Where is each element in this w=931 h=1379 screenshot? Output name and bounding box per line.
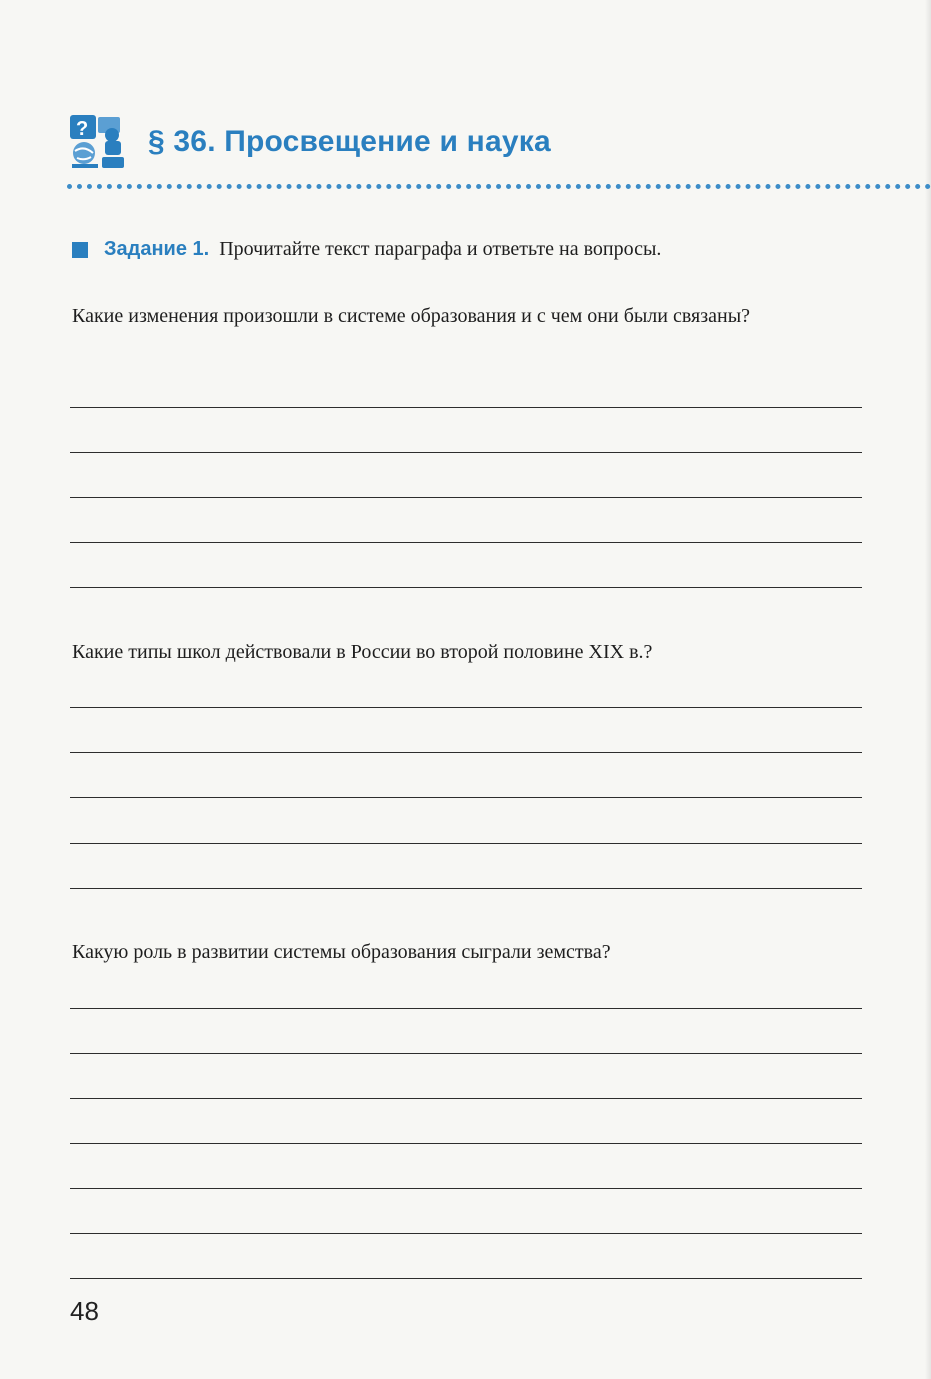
task-text: Прочитайте текст параграфа и ответьте на вопросы. — [219, 238, 662, 260]
question-3: Какую роль в развитии системы образования сыграли земства? — [72, 941, 611, 963]
answer-line[interactable] — [70, 1053, 862, 1054]
question-1: Какие изменения произошли в системе образования и с чем они были связаны? — [72, 305, 751, 327]
dotted-divider — [67, 184, 931, 189]
answer-line[interactable] — [70, 888, 862, 889]
page-number: 48 — [70, 1296, 99, 1326]
question-2: Какие типы школ действовали в России во второй половине XIX в.? — [72, 641, 653, 663]
task-label: Задание 1. — [104, 238, 210, 260]
answer-line[interactable] — [70, 497, 862, 498]
task-marker-icon — [72, 242, 88, 258]
page-title: § 36. Просвещение и наука — [148, 125, 551, 158]
answer-line[interactable] — [70, 797, 862, 798]
answer-line[interactable] — [70, 707, 862, 708]
page-edge — [925, 0, 931, 1379]
answer-line[interactable] — [70, 1008, 862, 1009]
question-and-globe-icon — [68, 113, 128, 171]
answer-line[interactable] — [70, 452, 862, 453]
task-instruction — [72, 238, 661, 261]
answer-line[interactable] — [70, 542, 862, 543]
answer-line[interactable] — [70, 587, 862, 588]
answer-line[interactable] — [70, 752, 862, 753]
answer-line[interactable] — [70, 1188, 862, 1189]
answer-line[interactable] — [70, 1143, 862, 1144]
answer-line[interactable] — [70, 1233, 862, 1234]
svg-text:?: ? — [76, 118, 89, 140]
answer-line[interactable] — [70, 843, 862, 844]
answer-line[interactable] — [70, 1098, 862, 1099]
answer-line[interactable] — [70, 407, 862, 408]
section-header — [68, 112, 551, 172]
answer-line[interactable] — [70, 1278, 862, 1279]
